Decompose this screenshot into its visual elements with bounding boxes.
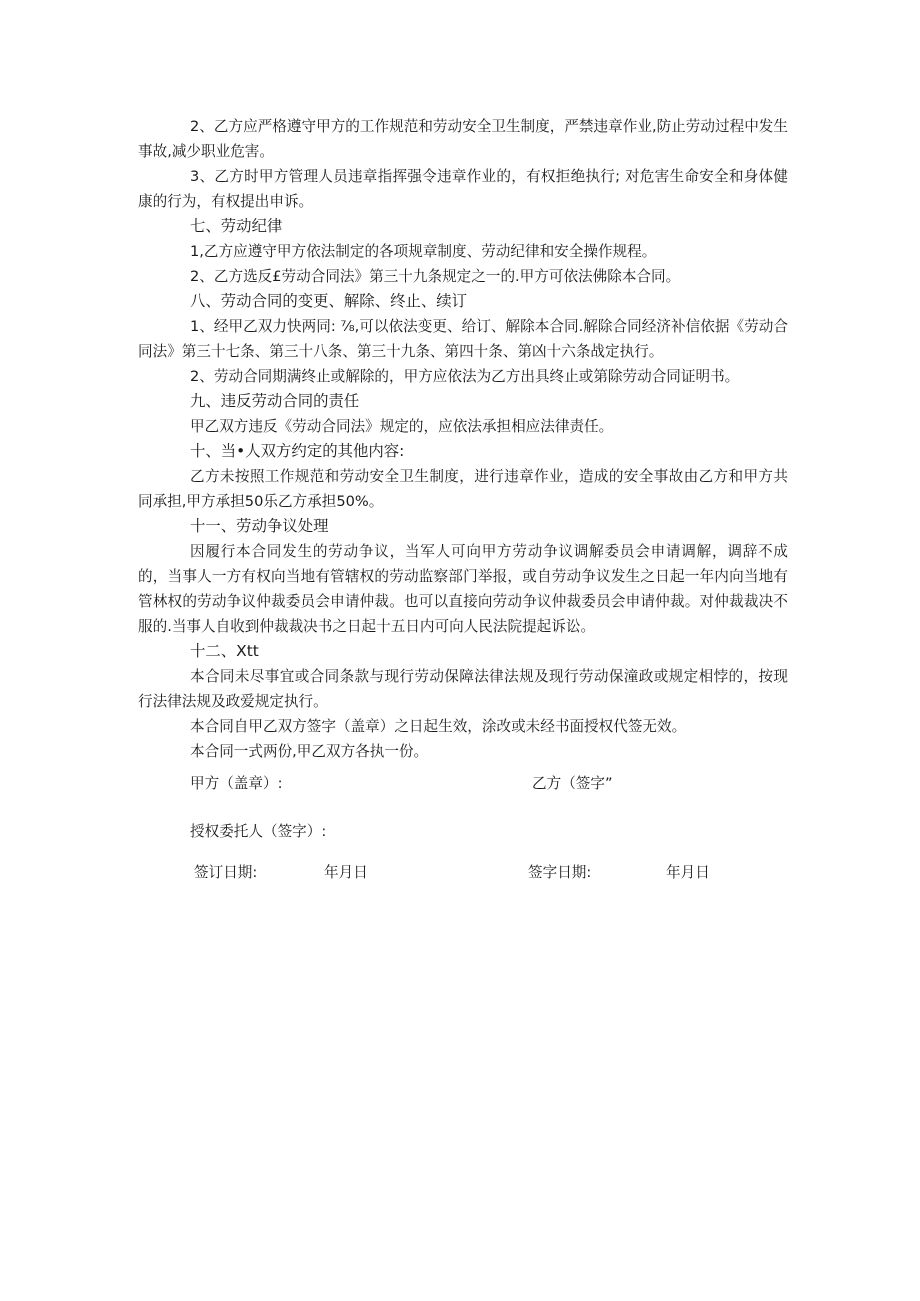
clause-8-1: 1、经甲乙双力快两同: ⅞,可以依法变更、给订、解除本合同.解除合同经济补信依据《劳动合同法》第三十七条、第三十八条、第三十九条、第四十条、第凶十六条战定执行。 xyxy=(138,318,788,360)
clause-6-3: 3、乙方时甲方管理人员违章指挥强令违章作业的，有权拒绝执行; 对危害生命安全和身体健康的行为，有权提出申诉。 xyxy=(138,168,788,210)
sign-date-a-value: 年月日 xyxy=(324,864,368,881)
sign-date-b-value: 年月日 xyxy=(666,864,710,881)
section-9-heading: 九、违反劳动合同的责任 xyxy=(190,392,360,410)
clause-8-2: 2、劳动合同期满终止或解除的，甲方应依法为乙方出具终止或第除劳动合同证明书。 xyxy=(190,368,740,385)
party-b-signature-label: 乙方（签字” xyxy=(532,775,613,792)
section-12-heading: 十二、Xtt xyxy=(190,642,259,660)
sign-date-b-label: 签字日期: xyxy=(528,864,592,881)
contract-body xyxy=(138,114,788,764)
clause-9-text: 甲乙双方违反《劳动合同法》规定的，应依法承担相应法律责任。 xyxy=(190,418,614,435)
authorized-agent-label: 授权委托人（签字）: xyxy=(190,823,327,840)
clause-7-1: 1,乙方应遵守甲方依法制定的各项规章制度、劳动纪律和安全操作规程。 xyxy=(190,243,657,260)
party-a-signature-label: 甲方（盖章）: xyxy=(190,775,283,792)
sign-date-a-label: 签订日期: xyxy=(194,864,258,881)
section-10-heading: 十、当•人双方约定的其他内容: xyxy=(190,442,405,460)
section-11-heading: 十一、劳动争议处理 xyxy=(190,517,329,535)
clause-12-1: 本合同未尽事宜或合同条款与现行劳动保障法律法规及现行劳动保潼政或规定相悖的，按现行法律法规及政爱规定执行。 xyxy=(138,668,788,710)
clause-7-2: 2、乙方选反£劳动合同法》第三十九条规定之一的.甲方可依法佛除本合同。 xyxy=(190,268,681,285)
section-8-heading: 八、劳动合同的变更、解除、终止、续订 xyxy=(190,292,468,310)
clause-6-2: 2、乙方应严格遵守甲方的工作规范和劳动安全卫生制度，严禁违章作业,防止劳动过程中发生事故,减少职业危害。 xyxy=(138,118,788,160)
clause-11-text: 因履行本合同发生的劳动争议，当军人可向甲方劳动争议调解委员会申请调解，调辞不成的，当事人一方有权向当地有管辖权的劳动监察部门举报，或自劳动争议发生之日起一年内向当地有管林权的劳动争议仲裁委员会申请仲裁。也可以直接向劳动争议仲裁委员会申请仲裁。对仲裁裁决不服的.当事人自收到仲裁裁决书之日起十五日内可向人民法院提起诉讼。 xyxy=(138,543,788,635)
clause-10-text: 乙方未按照工作规范和劳动安全卫生制度，进行违章作业，造成的安全事故由乙方和甲方共同承担,甲方承担50乐乙方承担50%。 xyxy=(138,468,788,510)
section-7-heading: 七、劳动纪律 xyxy=(190,217,283,235)
clause-12-3: 本合同一式两份,甲乙双方各执一份。 xyxy=(190,743,429,760)
clause-12-2: 本合同自甲乙双方签字（盖章）之日起生效，涂改或未经书面授权代签无效。 xyxy=(190,718,687,735)
